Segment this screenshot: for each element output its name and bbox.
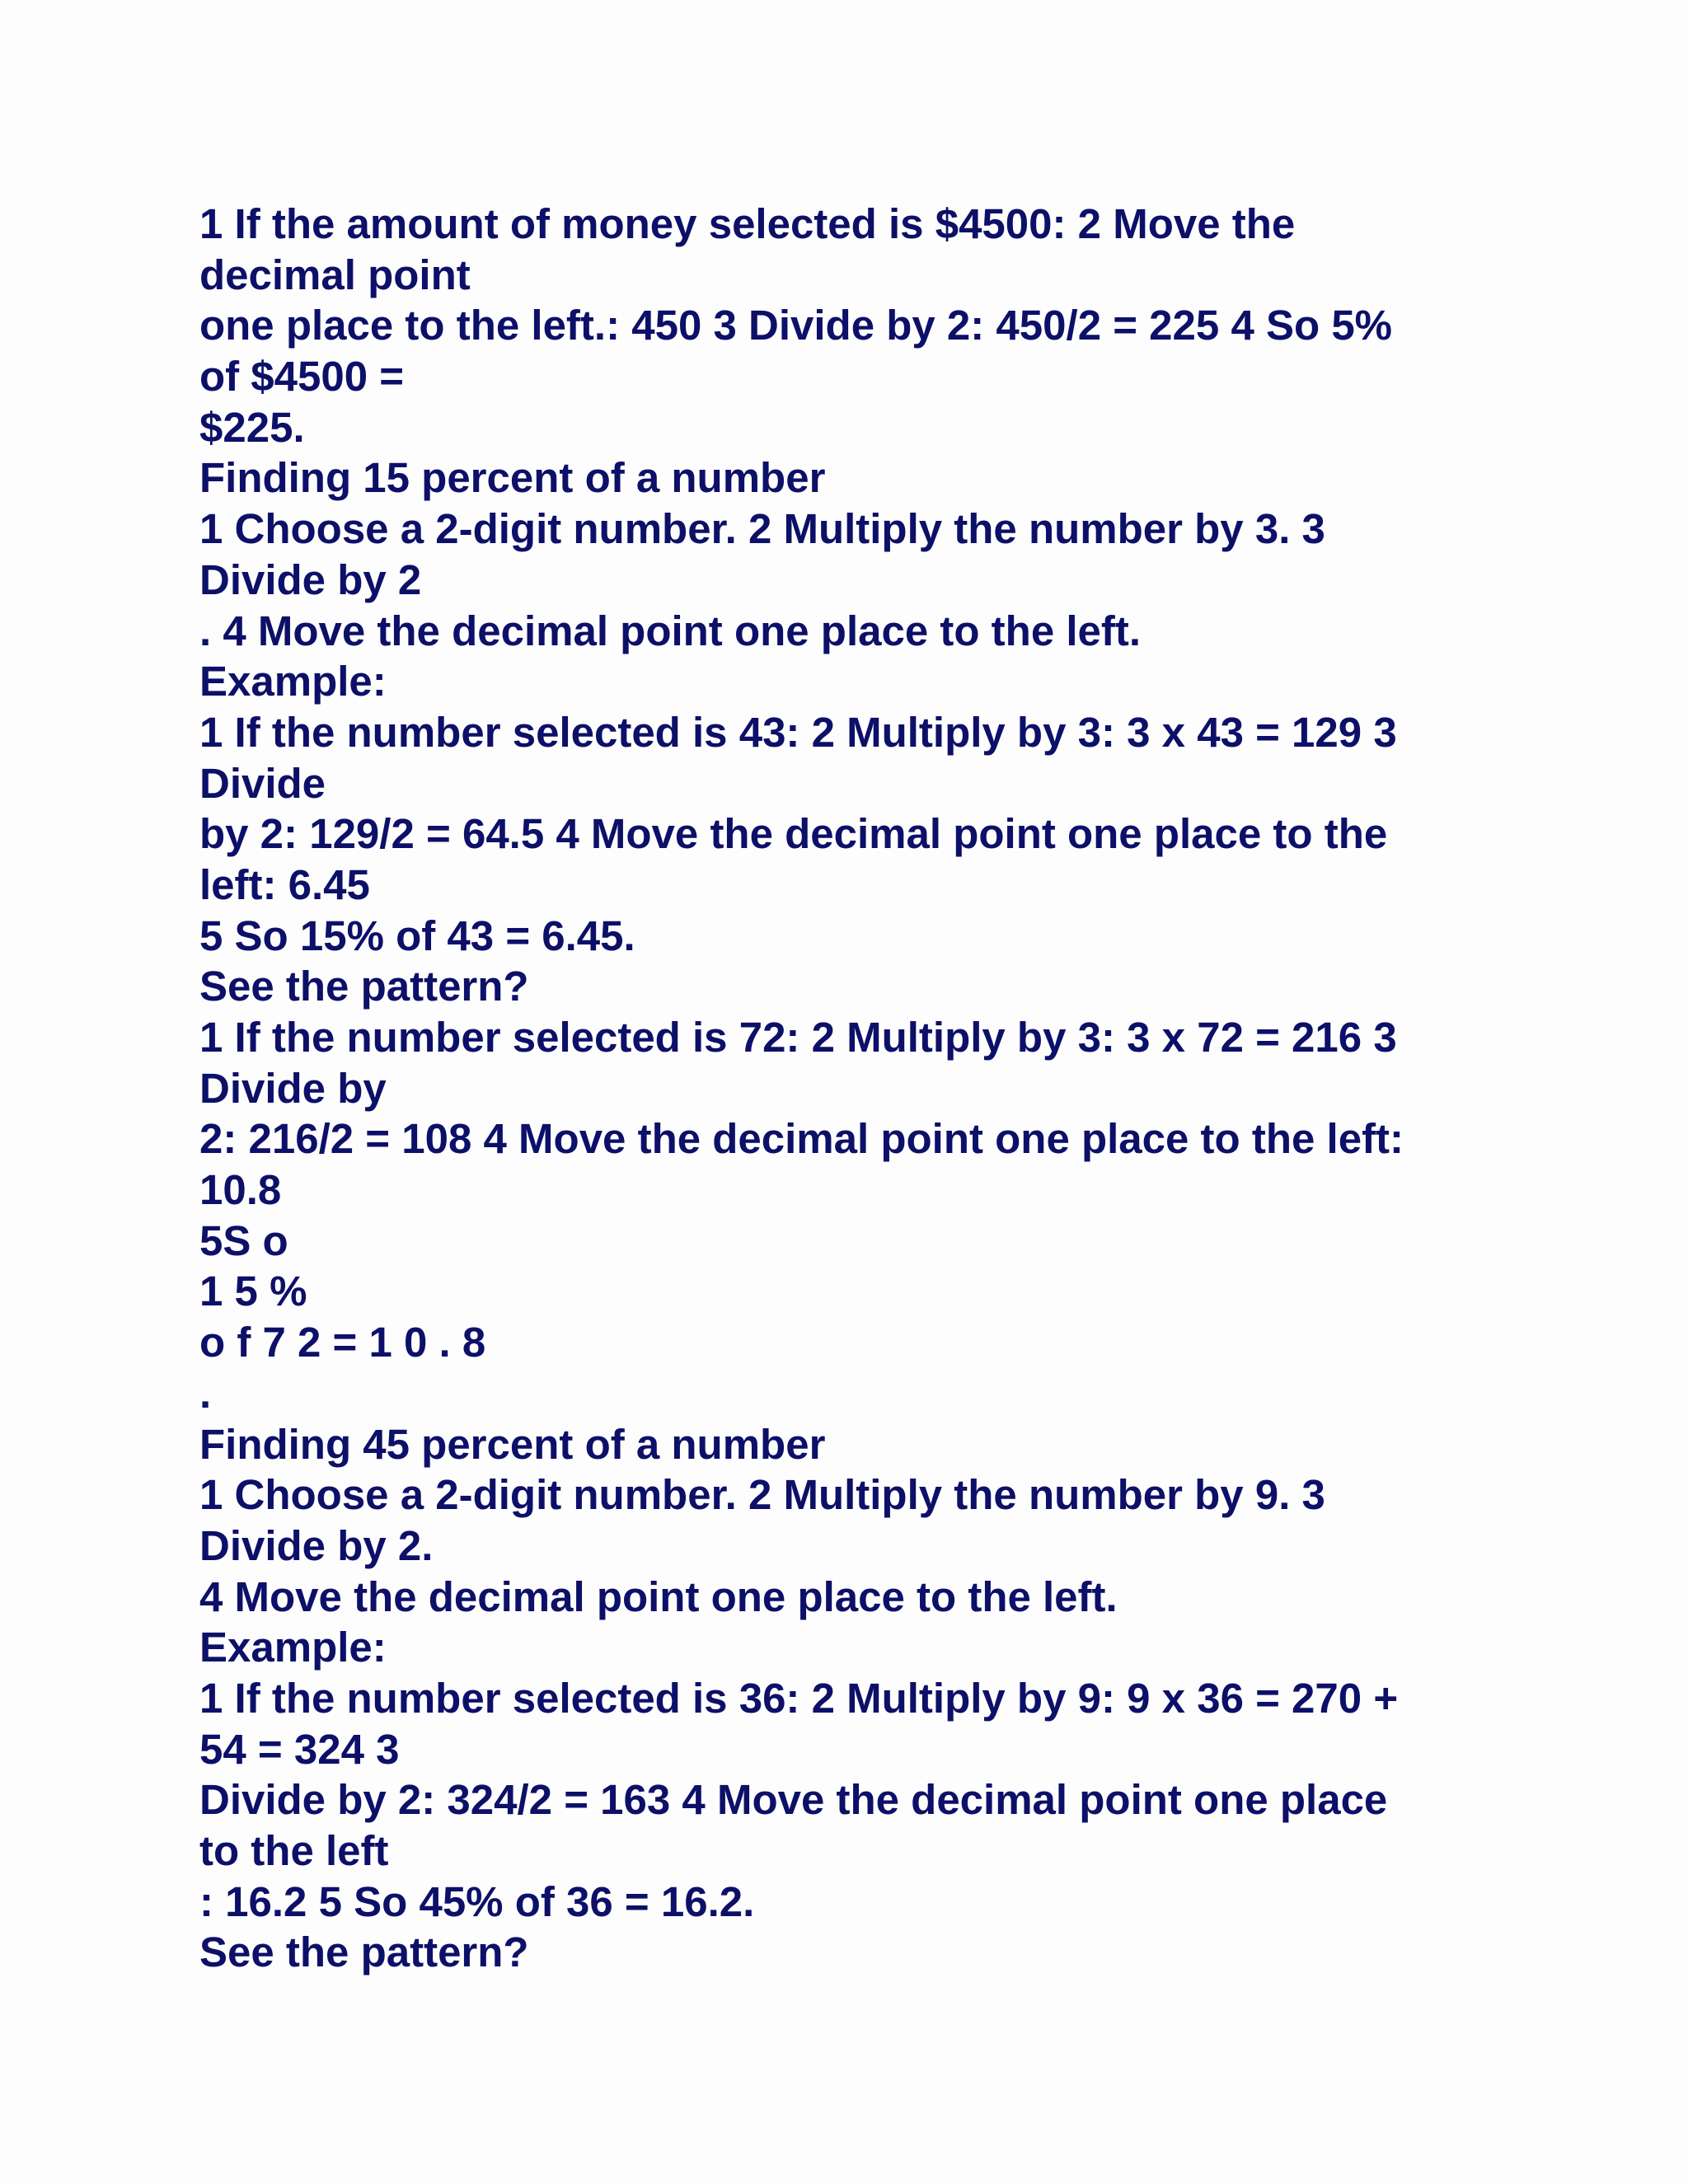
text-line: 1 If the number selected is 72: 2 Multiply by 3: 3 x 72 = 216 3 [199, 1014, 1397, 1061]
text-line: Divide [199, 759, 326, 807]
text-line: 5 So 15% of 43 = 6.45. [199, 912, 635, 959]
text-line: o f 7 2 = 1 0 . 8 [199, 1319, 486, 1366]
text-line: Divide by 2. [199, 1521, 434, 1569]
section-heading: Finding 15 percent of a number [199, 454, 826, 502]
text-line: 4 Move the decimal point one place to the left. [199, 1572, 1118, 1620]
text-line: See the pattern? [199, 963, 529, 1010]
text-line: 54 = 324 3 [199, 1725, 400, 1773]
text-line: Divide by 2 [199, 555, 422, 603]
text-line: 10.8 [199, 1166, 282, 1214]
text-line: one place to the left.: 450 3 Divide by 2: 450/2 = 225 4 So 5% [199, 302, 1393, 349]
text-line: . [199, 1369, 212, 1417]
text-line: 5S o [199, 1216, 288, 1264]
example-label: Example: [199, 1624, 387, 1671]
text-line: Divide by [199, 1064, 387, 1112]
text-line: decimal point [199, 251, 471, 298]
example-label: Example: [199, 658, 387, 705]
text-line: See the pattern? [199, 1929, 529, 1976]
text-line: : 16.2 5 So 45% of 36 = 16.2. [199, 1877, 755, 1925]
document-body [199, 199, 1518, 1978]
text-line: 1 If the amount of money selected is $4500: 2 Move the [199, 200, 1296, 247]
text-line: $225. [199, 403, 305, 451]
text-line: 2: 216/2 = 108 4 Move the decimal point one place to the left: [199, 1115, 1404, 1163]
text-line: 1 Choose a 2-digit number. 2 Multiply the number by 3. 3 [199, 505, 1325, 553]
text-line: 1 Choose a 2-digit number. 2 Multiply the number by 9. 3 [199, 1471, 1325, 1519]
text-line: 1 5 % [199, 1268, 307, 1315]
text-line: Divide by 2: 324/2 = 163 4 Move the decimal point one place [199, 1776, 1388, 1824]
text-line: 1 If the number selected is 36: 2 Multiply by 9: 9 x 36 = 270 + [199, 1674, 1399, 1722]
text-line: . 4 Move the decimal point one place to the left. [199, 607, 1142, 654]
section-heading: Finding 45 percent of a number [199, 1420, 826, 1468]
text-line: left: 6.45 [199, 860, 370, 908]
text-line: 1 If the number selected is 43: 2 Multiply by 3: 3 x 43 = 129 3 [199, 708, 1397, 756]
text-line: of $4500 = [199, 353, 405, 401]
text-line: to the left [199, 1827, 389, 1874]
text-line: by 2: 129/2 = 64.5 4 Move the decimal point one place to the [199, 810, 1388, 858]
